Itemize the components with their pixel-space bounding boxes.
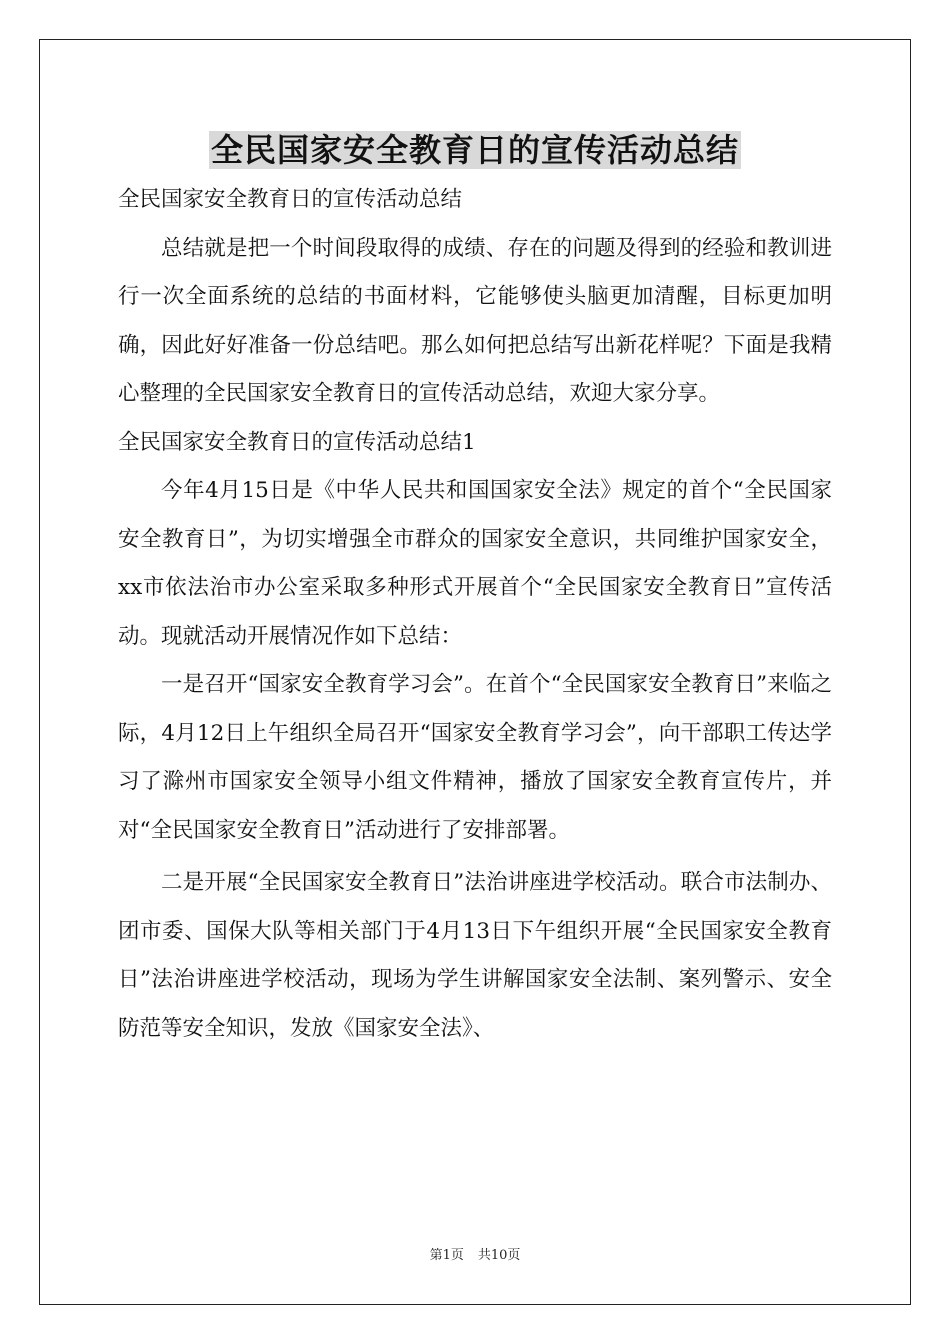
document-title <box>0 126 950 174</box>
page-number: 第1页 <box>429 1248 464 1263</box>
paragraph: 今年4月15日是《中华人民共和国国家安全法》规定的首个“全民国家安全教育日”，为切实增强全市群众的国家安全意识，共同维护国家安全，xx市依法治市办公室采取多种形式开展首个“全民国家安全教育日”宣传活动。现就活动开展情况作如下总结： <box>118 478 832 649</box>
paragraph: 一是召开“国家安全教育学习会”。在首个“全民国家安全教育日”来临之际，4月12日上午组织全局召开“国家安全教育学习会”，向干部职工传达学习了滁州市国家安全领导小组文件精神，播放了国家安全教育宣传片，并对“全民国家安全教育日”活动进行了安排部署。 <box>118 672 832 843</box>
paragraph: 总结就是把一个时间段取得的成绩、存在的问题及得到的经验和教训进行一次全面系统的总结的书面材料，它能够使头脑更加清醒，目标更加明确，因此好好准备一份总结吧。那么如何把总结写出新花样呢？下面是我精心整理的全民国家安全教育日的宣传活动总结，欢迎大家分享。 <box>118 235 832 406</box>
section-heading: 全民国家安全教育日的宣传活动总结 <box>118 187 463 212</box>
document-body <box>118 176 832 1053</box>
section-heading: 全民国家安全教育日的宣传活动总结1 <box>118 429 476 455</box>
page-total: 共10页 <box>477 1248 521 1263</box>
document-title-text: 全民国家安全教育日的宣传活动总结 <box>210 131 739 169</box>
page-footer <box>0 1248 950 1264</box>
paragraph: 二是开展“全民国家安全教育日”法治讲座进学校活动。联合市法制办、团市委、国保大队等相关部门于4月13日下午组织开展“全民国家安全教育日”法治讲座进学校活动，现场为学生讲解国家安全法制、案列警示、安全防范等安全知识，发放《国家安全法》、 <box>118 870 832 1041</box>
